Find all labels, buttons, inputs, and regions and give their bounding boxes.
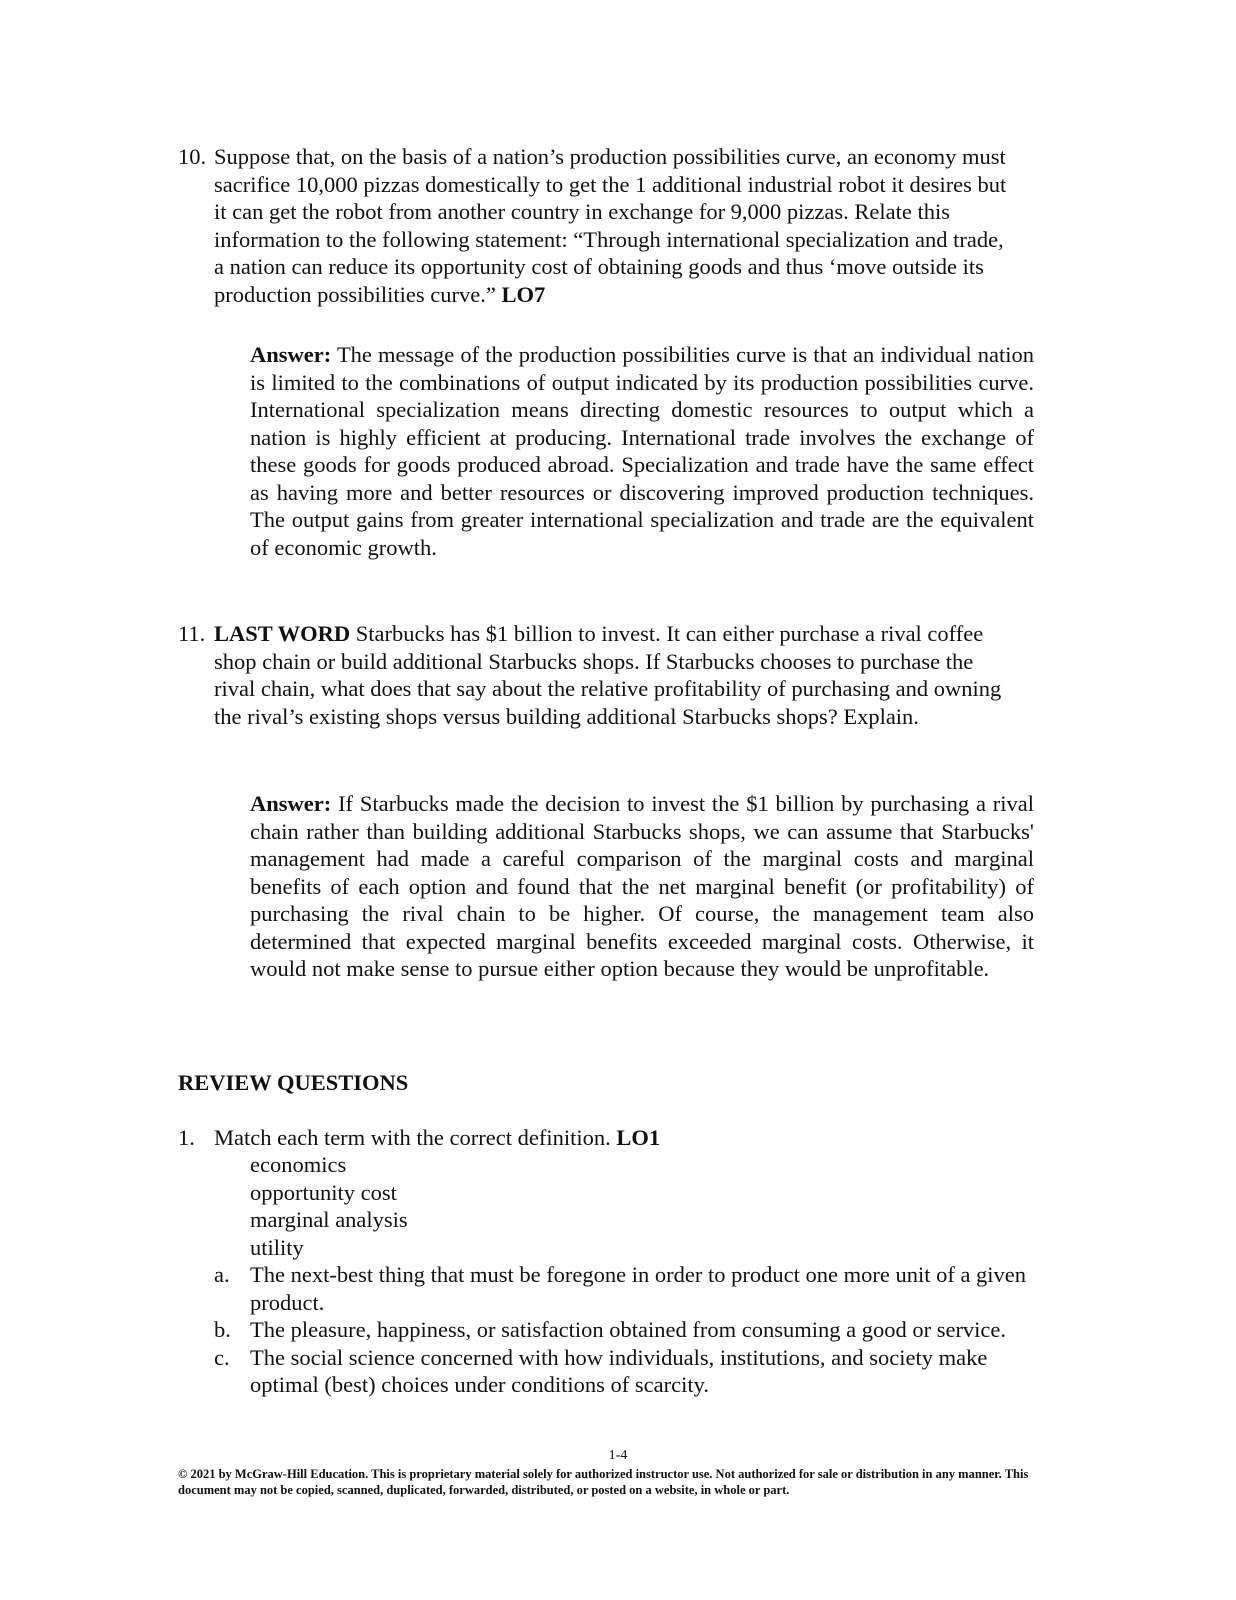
question-lead: LAST WORD [214,621,351,646]
question-10 [178,143,1018,308]
answer-text: The message of the production possibilities curve is that an individual nation is limited to the combinations of output indicated by its production possibilities curve. International specialization means directing domestic resources to output which a nation is highly efficient at producing. International trade involves the exchange of these goods for goods produced abroad. Specialization and trade have the same effect as having more and better resources or discovering improved production techniques. The output gains from greater international specialization and trade are the equivalent of economic growth. [250,342,1034,560]
answer-text: If Starbucks made the decision to invest the $1 billion by purchasing a rival chain rather than building additional Starbucks shops, we can assume that Starbucks' management had made a careful comparison of the marginal costs and marginal benefits of each option and found that the net marginal benefit (or profitability) of purchasing the rival chain to be higher. Of course, the management team also determined that expected marginal benefits exceeded marginal costs. Otherwise, it would not make sense to pursue either option because they would be unprofitable. [250,791,1035,981]
term-item: economics [250,1152,347,1177]
definition-item [214,1344,1044,1399]
term-item: utility [250,1234,304,1260]
review-question-1 [178,1124,1018,1152]
question-number: 1. [178,1125,195,1150]
question-11 [178,620,1018,730]
question-number: 11. [178,621,206,646]
term-list [250,1151,408,1261]
question-number: 10. [178,144,207,169]
definition-item [214,1261,1044,1316]
answer-10 [250,341,1034,561]
page-number: 1-4 [608,1448,628,1463]
learning-objective: LO7 [501,281,546,307]
copyright-footer: © 2021 by McGraw-Hill Education. This is proprietary material solely for authorized instructor use. Not authorized for sale or distribution in any manner. This document may not be copied, scanned, duplicated, forwarded, distributed, or posted on a website, in whole or part. [178,1467,1029,1497]
definition-item [214,1316,1044,1344]
definition-text: The next-best thing that must be foregone in order to product one more unit of a given product. [250,1262,1027,1315]
definition-text: The social science concerned with how individuals, institutions, and society make optimal (best) choices under conditions of scarcity. [250,1344,988,1397]
answer-label: Answer: [250,791,332,816]
definition-letter: c. [214,1344,230,1370]
definition-list [214,1261,1044,1399]
definition-letter: b. [214,1317,231,1342]
definition-text: The pleasure, happiness, or satisfaction obtained from consuming a good or service. [250,1317,1007,1342]
question-text: Suppose that, on the basis of a nation’s production possibilities curve, an economy must sacrifice 10,000 pizzas domestically to get the 1 additional industrial robot it desires but it can get the robot from another country in exchange for 9,000 pizzas. Relate this information to the following statement: “Through international specialization and trade, a nation can reduce its opportunity cost of obtaining goods and thus ‘move outside its production possibilities curve.” LO7 [214,144,1007,307]
answer-11 [250,790,1034,983]
section-heading: REVIEW QUESTIONS [178,1070,409,1095]
learning-objective: LO1 [616,1125,661,1150]
definition-letter: a. [214,1262,230,1287]
question-text: Match each term with the correct definition. LO1 [214,1125,661,1150]
question-text: LAST WORD Starbucks has $1 billion to invest. It can either purchase a rival coffee shop chain or build additional Starbucks shops. If Starbucks chooses to purchase the rival chain, what does that say about the relative profitability of purchasing and owning the rival’s existing shops versus building additional Starbucks shops? Explain. [214,621,1002,729]
term-item: opportunity cost [250,1179,397,1205]
answer-label: Answer: [250,342,332,367]
term-item: marginal analysis [250,1207,408,1232]
